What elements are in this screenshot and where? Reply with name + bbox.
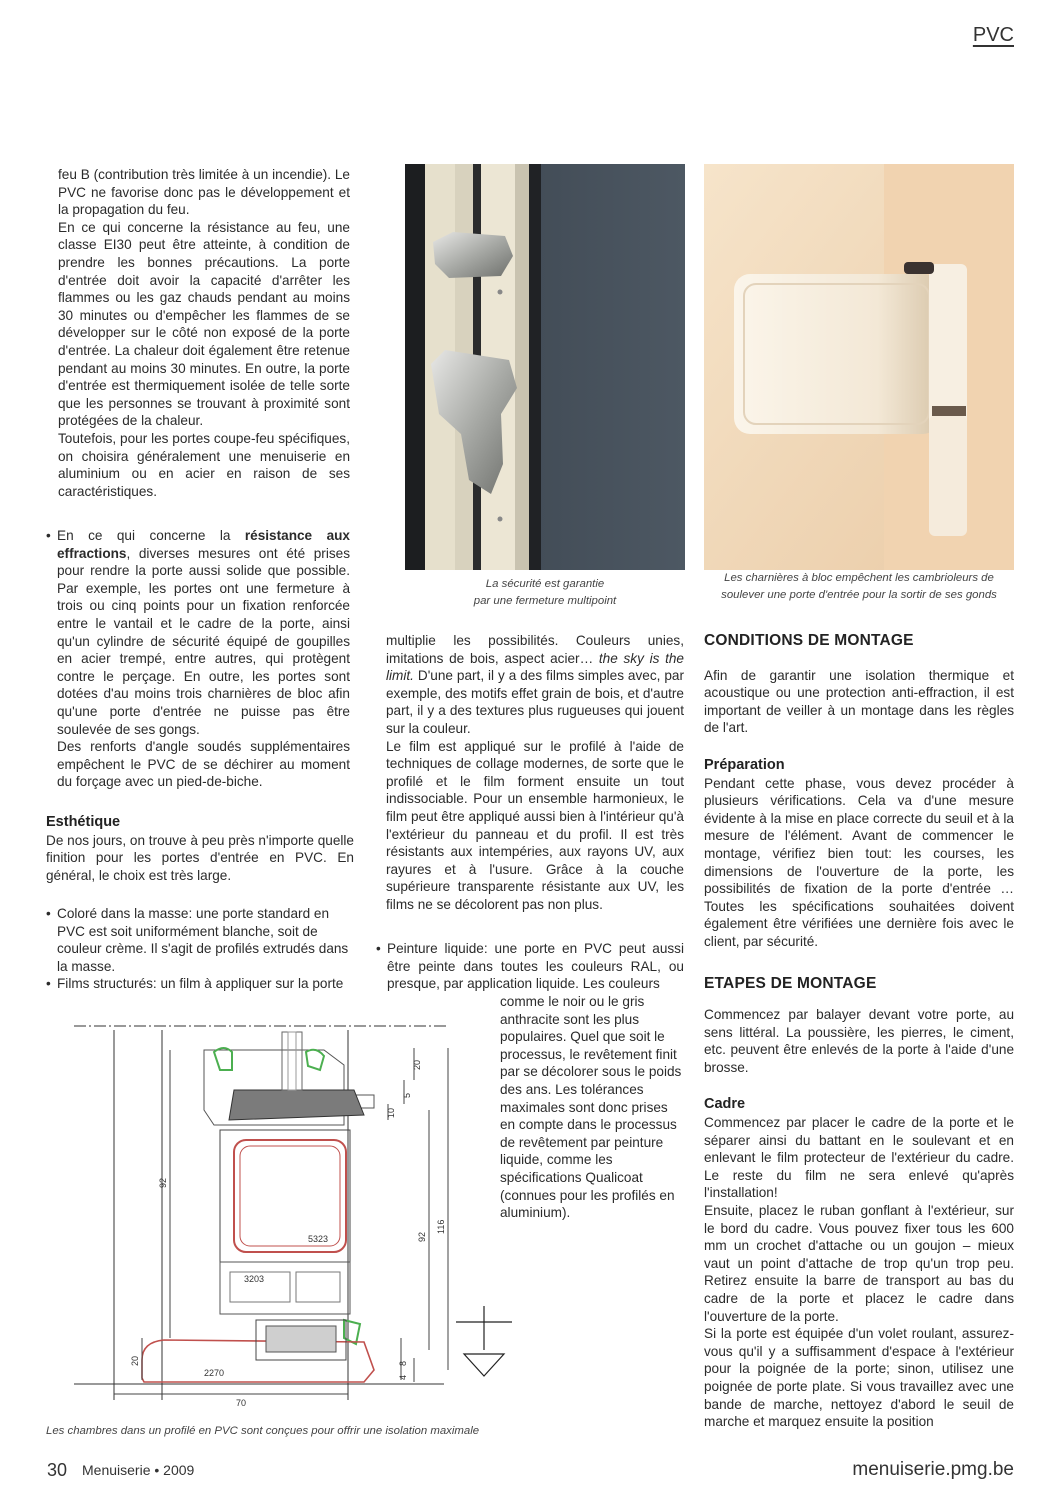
italic-text: the sky is the limit.: [386, 650, 684, 684]
heading-conditions: CONDITIONS DE MONTAGE: [704, 632, 914, 649]
dimension-label: 10: [386, 1107, 396, 1118]
dimension-label: 8: [398, 1360, 408, 1366]
heading-preparation: Préparation: [704, 756, 785, 773]
diagram-caption: Les chambres dans un profilé en PVC sont conçues pour offrir une isolation maximale: [46, 1425, 480, 1437]
chamber-label: 2270: [204, 1368, 225, 1378]
dimension-label: 5: [402, 1092, 412, 1098]
column-2-bullet: [376, 940, 684, 993]
heading-etapes: ETAPES DE MONTAGE: [704, 974, 877, 992]
publication-name: Menuiserie • 2009: [82, 1462, 195, 1478]
hinge-caption: [700, 570, 1018, 604]
paragraph: comme le noir ou le gris anthracite sont les plus populaires. Quel que soit le processus, le revêtement finit par se décolorer sous le poids des ans. Les tolérances maximales sont donc prises en compte dans le processus de revêtement par peinture liquide, comme les spécifications Qualicoat (connues pour les profilés en aluminium).: [500, 994, 682, 1221]
caption-line: par une fermeture multipoint: [473, 595, 617, 607]
paragraph: De nos jours, on trouve à peu près n'importe quelle finition pour les portes d'entrée en PVC. En général, le choix est très large.: [46, 832, 354, 883]
section-label: PVC: [972, 24, 1014, 46]
bullet-item: [46, 527, 350, 738]
paragraph: Le film est appliqué sur le profilé à l'aide de techniques de collage modernes, de sorte que le profilé et le film forment ensuite un tout indissociable. Pour un ensemble harmonieux, le film peut être appliqué aussi bien à l'intérieur qu'à l'extérieur du panneau et du profil. Il est très résistants aux intempéries, aux rayons UV, aux rayures et à l'usure. Grâce à la couche supérieure transparente résistante aux UV, les films ne se décolorent pas non plus.: [386, 738, 684, 912]
dimension-label: 92: [417, 1231, 427, 1242]
dimension-label: 70: [236, 1398, 247, 1408]
dimension-label: 20: [130, 1355, 140, 1366]
paragraph: Commencez par placer le cadre de la porte et le séparer ainsi du battant en le soulevant et en enlevant le film protecteur de l'extérieur du cadre. Le reste du film ne sera enlevé qu'après l'installation!: [704, 1115, 1014, 1201]
text: , diverses mesures ont été prises pour rendre la porte aussi solide que possible. Par exemple, les portes ont une fermeture à trois ou cinq points pour un fixation renforcée entre le vantail et le cadre de la porte, ainsi qu'un cylindre de sécurité équipé de goupilles en acier trempé, entre autres, qui protègent contre le perçage. En outre, les portes sont dotées d'au moins trois charnières de bloc afin qu'une porte d'entrée ne puisse pas être soulevée de ses gongs.: [57, 545, 350, 737]
paragraph: feu B (contribution très limitée à un incendie). Le PVC ne favorise donc pas le développement et la propagation du feu.: [58, 167, 350, 218]
bullet-item: [376, 940, 684, 993]
paragraph: Si la porte est équipée d'un volet roulant, assurez-vous qu'il y a suffisamment d'espace à l'extérieur pour la poignée de la porte; sinon, utilisez une poignée de porte plate. Si vous travaillez avec une bande de marche, nettoyez d'abord le seuil de marche et marquez ensuite la position: [704, 1326, 1014, 1430]
bold-text: résistance aux effractions: [57, 528, 350, 561]
dimension-label: 4: [398, 1374, 408, 1380]
bullet-item: [46, 905, 354, 975]
caption-line: soulever une porte d'entrée pour la sortir de ses gonds: [721, 589, 997, 601]
column-1: [58, 166, 350, 500]
bullet-icon: •: [46, 906, 51, 921]
text: multiplie les possibilités. Couleurs unies, imitations de bois, aspect acier…: [386, 633, 684, 666]
paragraph: Ensuite, placez le ruban gonflant à l'extérieur, sur le bord du cadre. Vous pouvez fixer tous les 600 mm un crochet d'attache ou un goujon – mieux vaut un point d'attache de trop qu'un trop peu. Retirez ensuite la barre de transport au bas du cadre de la porte et placez le cadre dans l'ouverture de la porte.: [704, 1203, 1014, 1324]
caption-line: Les charnières à bloc empêchent les cambrioleurs de: [724, 572, 994, 584]
lock-photo: [405, 164, 685, 570]
column-2-narrow: [500, 993, 684, 1222]
website-link[interactable]: menuiserie.pmg.be: [852, 1459, 1014, 1480]
bullet-icon: •: [46, 976, 51, 992]
paragraph: Afin de garantir une isolation thermique et acoustique ou une protection anti-effraction, il est important de veiller à un montage dans les règles de l'art.: [704, 667, 1014, 736]
text: D'une part, il y a des films simples avec, par exemple, des motifs effet grain de bois, et d'autre part, il y a des textures plus rugueuses qui jouent sur la couleur.: [386, 668, 684, 736]
paragraph: Toutefois, pour les portes coupe-feu spécifiques, on choisira généralement une menuiserie en aluminium ou en acier en raison de ses caractéristiques.: [58, 430, 350, 499]
column-1-esthetique: [46, 814, 354, 884]
column-3: [704, 632, 1014, 1431]
heading-cadre: Cadre: [704, 1096, 746, 1113]
paragraph: Des renforts d'angle soudés supplémentaires empêchent le PVC de se déchirer au moment du forçage avec un pied-de-biche.: [57, 739, 350, 790]
bullet-item: [46, 975, 354, 993]
column-1-burglary: [46, 527, 350, 791]
bullet-text: Coloré dans la masse: une porte standard en PVC est soit uniformément blanche, soit de couleur crème. Il s'agit de profilés extrudés dans la masse.: [57, 906, 349, 974]
page-number: 30: [47, 1460, 68, 1480]
dimension-label: 20: [412, 1059, 422, 1070]
dimension-label: 92: [158, 1177, 168, 1188]
bullet-icon: •: [376, 941, 381, 956]
paragraph: Pendant cette phase, vous devez procéder à plusieurs vérifications. Cela va d'une mesure évidente à la mise en place correcte du seuil et à la mesure de l'élément. Avant de commencer le montage, vérifiez bien tout: les courses, les dimensions de l'ouverture de la porte, les possibilités de fixation de la porte d'entrée … Toutes les spécifications souhaitées doivent également être vérifiées une dernière fois avec le client, par sécurité.: [704, 775, 1014, 949]
caption-line: La sécurité est garantie: [485, 578, 605, 590]
column-1-bullets: [46, 905, 354, 993]
profile-diagram: [44, 1020, 516, 1420]
column-2: [386, 632, 684, 914]
lock-caption: [405, 576, 685, 610]
bullet-icon: •: [46, 528, 51, 543]
paragraph: Commencez par balayer devant votre porte, au sens littéral. La poussière, les pierres, le ciment, etc. peuvent être enlevés de la porte à l'aide d'une brosse.: [704, 1007, 1014, 1075]
chamber-label: 5323: [308, 1234, 329, 1244]
heading-esthetique: Esthétique: [46, 814, 121, 830]
paragraph: [386, 632, 684, 738]
bullet-text: Peinture liquide: une porte en PVC peut aussi être peinte dans toutes les couleurs RAL, ou presque, par application liquide. Les couleurs: [387, 941, 684, 992]
dimension-label: 116: [436, 1219, 446, 1234]
bullet-text: Films structurés: un film à appliquer sur la porte: [57, 976, 344, 992]
chamber-label: 3203: [244, 1274, 265, 1284]
hinge-photo: [704, 164, 1014, 570]
paragraph: En ce qui concerne la résistance au feu, une classe EI30 peut être atteinte, à condition de prendre les bonnes précautions. La porte d'entrée doit avoir la capacité d'arrêter les flammes ou les gaz chauds pendant au moins 30 minutes ou d'empêcher les flammes de se développer sur le côté non exposé de la porte d'entrée. La chaleur doit également être retenue pendant au moins 30 minutes. En outre, la porte d'entrée est thermiquement isolée de telle sorte que les personnes se trouvant à proximité sont protégées de la chaleur.: [58, 219, 350, 429]
text: En ce qui concerne la: [57, 528, 245, 543]
